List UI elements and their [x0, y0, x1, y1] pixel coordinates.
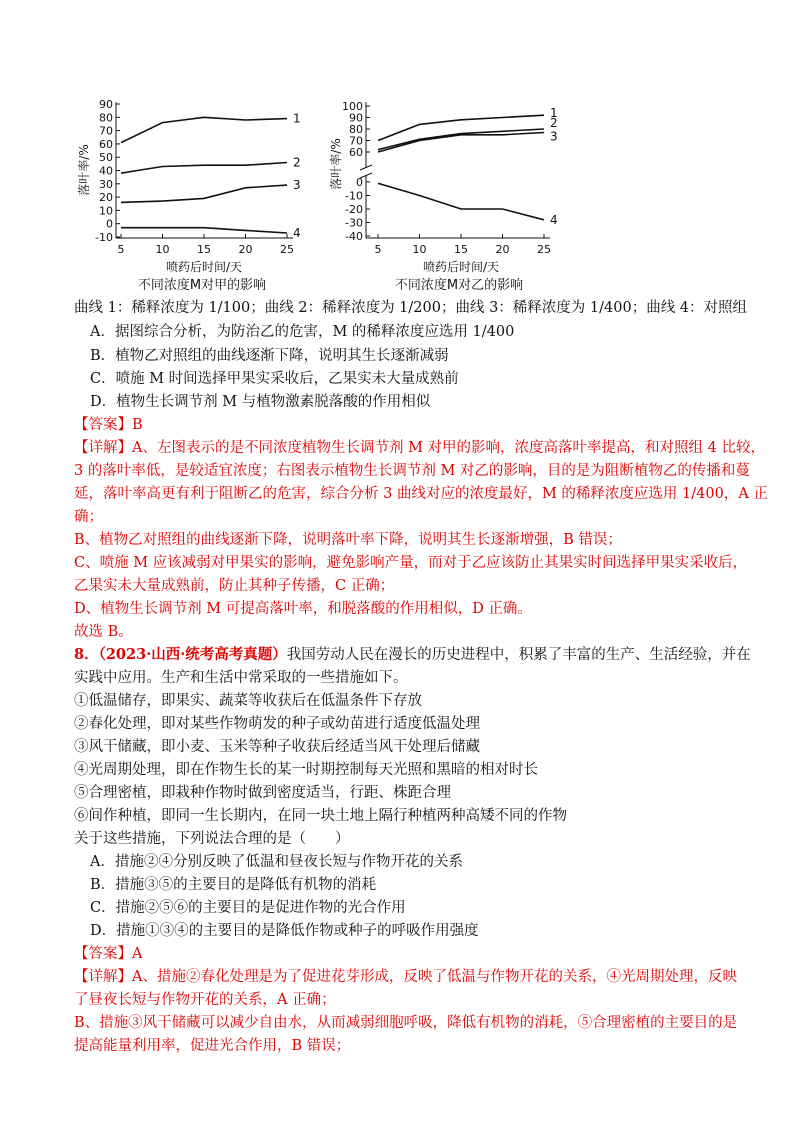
series-line-1: [378, 115, 544, 140]
y-tick-label: 80: [99, 111, 113, 125]
x-tick-label: 25: [537, 243, 551, 256]
q8-detail-4: 提高能量利用率，促进光合作用，B 错误；: [74, 1038, 351, 1054]
series-line-2: [378, 129, 544, 150]
x-tick-label: 20: [238, 243, 253, 256]
chart-right-svg: [330, 92, 590, 292]
y-tick-label: 40: [99, 164, 113, 178]
q8-option-d: D．措施①③④的主要目的是降低作物或种子的呼吸作用强度: [90, 923, 479, 939]
q7-detail-4: 确；: [74, 509, 103, 525]
chart-title: 不同浓度M对甲的影响: [137, 278, 267, 293]
series-label-4: 4: [293, 226, 301, 241]
q8-option-b: B．措施③⑤的主要目的是降低有机物的消耗: [90, 877, 377, 893]
y-tick-label: 90: [99, 98, 113, 111]
q8-item-3: ③风干储藏，即小麦、玉米等种子收获后经适当风干处理后储藏: [74, 739, 480, 755]
y-tick-label: 10: [99, 204, 113, 218]
y-axis-title: 落叶率/%: [329, 138, 343, 190]
x-tick-label: 15: [454, 243, 468, 256]
y-tick-label: 0: [106, 217, 113, 231]
series-label-4: 4: [550, 212, 558, 227]
y-tick-label: 100: [342, 100, 363, 113]
x-tick-label: 10: [155, 243, 170, 256]
q8-answer: 【答案】A: [74, 946, 143, 962]
x-tick-label: 5: [117, 243, 125, 256]
series-line-4: [378, 183, 544, 220]
y-tick-label: 50: [99, 151, 113, 165]
q7-detail-9: 故选 B。: [74, 624, 133, 640]
y-tick-label: 70: [99, 124, 113, 138]
series-label-1: 1: [293, 111, 301, 126]
series-line-3: [121, 185, 287, 202]
q7-option-b: B．植物乙对照组的曲线逐渐下降，说明其生长逐渐减弱: [90, 348, 449, 364]
q8-stem-1: 我国劳动人民在漫长的历史进程中，积累了丰富的生产、生活经验，并在: [286, 647, 751, 663]
x-tick-label: 5: [374, 243, 382, 256]
q8-question: 关于这些措施，下列说法合理的是（ ）: [74, 831, 350, 847]
x-tick-label: 25: [280, 243, 294, 256]
q8-detail-2: 了昼夜长短与作物开花的关系，A 正确；: [74, 992, 336, 1008]
q8-detail-3: B、措施③风干储藏可以减少自由水，从而减弱细胞呼吸，降低有机物的消耗，⑤合理密植的主要目的是: [74, 1015, 738, 1031]
series-line-4: [121, 228, 287, 233]
y-tick-label: -20: [345, 203, 363, 216]
q7-detail-1: 【详解】A、左图表示的是不同浓度植物生长调节剂 M 对甲的影响，浓度高落叶率提高，和对照组 4 比较，: [74, 440, 765, 456]
x-axis-title: 喷药后时间/天: [165, 260, 243, 274]
q8-source: （2023·山西·统考高考真题）: [98, 646, 287, 663]
y-tick-label: -40: [345, 230, 363, 243]
series-line-3: [378, 133, 544, 153]
y-tick-label: 0: [356, 176, 363, 189]
q8-item-6: ⑥间作种植，即同一生长期内，在同一块土地上隔行种植两种高矮不同的作物: [74, 808, 567, 824]
q7-detail-3: 延，落叶率高更有利于阻断乙的危害，综合分析 3 曲线对应的浓度最好，M 的稀释浓度应选用 1/400，A 正: [74, 486, 768, 502]
x-tick-label: 10: [412, 243, 427, 256]
q8-number: 8．: [74, 646, 99, 663]
q8-stem: [74, 645, 751, 665]
q7-detail-6: C、喷施 M 应该减弱对甲果实的影响，避免影响产量，而对于乙应该防止其果实时间选择甲果实采收后，: [74, 555, 748, 571]
q8-stem-2: 实践中应用。生产和生活中常采取的一些措施如下。: [74, 670, 408, 686]
series-label-3: 3: [293, 178, 301, 193]
chart-left-svg: [77, 92, 320, 293]
x-tick-label: 15: [197, 243, 211, 256]
y-tick-label: -10: [95, 231, 113, 244]
q7-option-c: C．喷施 M 时间选择甲果实采收后，乙果实未大量成熟前: [90, 371, 459, 387]
q7-option-d: D．植物生长调节剂 M 与植物激素脱落酸的作用相似: [90, 394, 431, 410]
q7-detail-2: 3 的落叶率低，是较适宜浓度；右图表示植物生长调节剂 M 对乙的影响，目的是为阻断植物乙的传播和蔓: [74, 463, 750, 479]
y-tick-label: 20: [99, 191, 113, 205]
y-tick-label: 70: [349, 134, 363, 148]
q7-answer: 【答案】B: [74, 417, 143, 433]
q7-option-a: A．据图综合分析，为防治乙的危害，M 的稀释浓度应选用 1/400: [90, 324, 515, 340]
y-tick-label: 80: [349, 123, 363, 136]
q8-item-2: ②春化处理，即对某些作物萌发的种子或幼苗进行适度低温处理: [74, 716, 480, 732]
q7-detail-5: B、植物乙对照组的曲线逐渐下降，说明落叶率下降，说明其生长逐渐增强，B 错误；: [74, 532, 622, 548]
y-tick-label: 90: [349, 111, 363, 125]
y-tick-label: 60: [99, 137, 113, 151]
q8-item-4: ④光周期处理，即在作物生长的某一时期控制每天光照和黑暗的相对时长: [74, 762, 538, 778]
x-axis-title: 喷药后时间/天: [422, 260, 500, 274]
q8-detail-1: 【详解】A、措施②春化处理是为了促进花芽形成，反映了低温与作物开花的关系，④光周期处理，反映: [74, 969, 737, 985]
q8-item-5: ⑤合理密植，即栽种作物时做到密度适当，行距、株距合理: [74, 785, 451, 801]
chart-title: 不同浓度M对乙的影响: [394, 278, 524, 293]
series-label-2: 2: [550, 116, 558, 130]
y-tick-label: -30: [345, 216, 363, 230]
q8-option-c: C．措施②⑤⑥的主要目的是促进作物的光合作用: [90, 900, 406, 916]
q8-option-a: A．措施②④分别反映了低温和昼夜长短与作物开花的关系: [90, 854, 463, 870]
y-axis-title: 落叶率/%: [77, 144, 91, 196]
q8-item-1: ①低温储存，即果实、蔬菜等收获后在低温条件下存放: [74, 693, 422, 709]
q7-detail-8: D、植物生长调节剂 M 可提高落叶率，和脱落酸的作用相似，D 正确。: [74, 601, 532, 617]
series-label-2: 2: [293, 155, 301, 170]
y-tick-label: 30: [99, 177, 113, 191]
series-label-1: 1: [550, 106, 558, 121]
series-line-2: [121, 163, 287, 174]
q7-detail-7: 乙果实未大量成熟前，防止其种子传播，C 正确；: [74, 578, 395, 594]
chart-left: [77, 92, 320, 293]
legend-caption: 曲线 1：稀释浓度为 1/100；曲线 2：稀释浓度为 1/200；曲线 3：稀释浓度为 1/400；曲线 4：对照组: [74, 300, 748, 316]
series-label-3: 3: [550, 129, 558, 144]
x-tick-label: 20: [495, 243, 510, 256]
chart-right: [330, 92, 590, 292]
y-tick-label: -10: [345, 189, 363, 203]
series-line-1: [121, 117, 287, 142]
y-tick-label: 60: [349, 146, 363, 159]
